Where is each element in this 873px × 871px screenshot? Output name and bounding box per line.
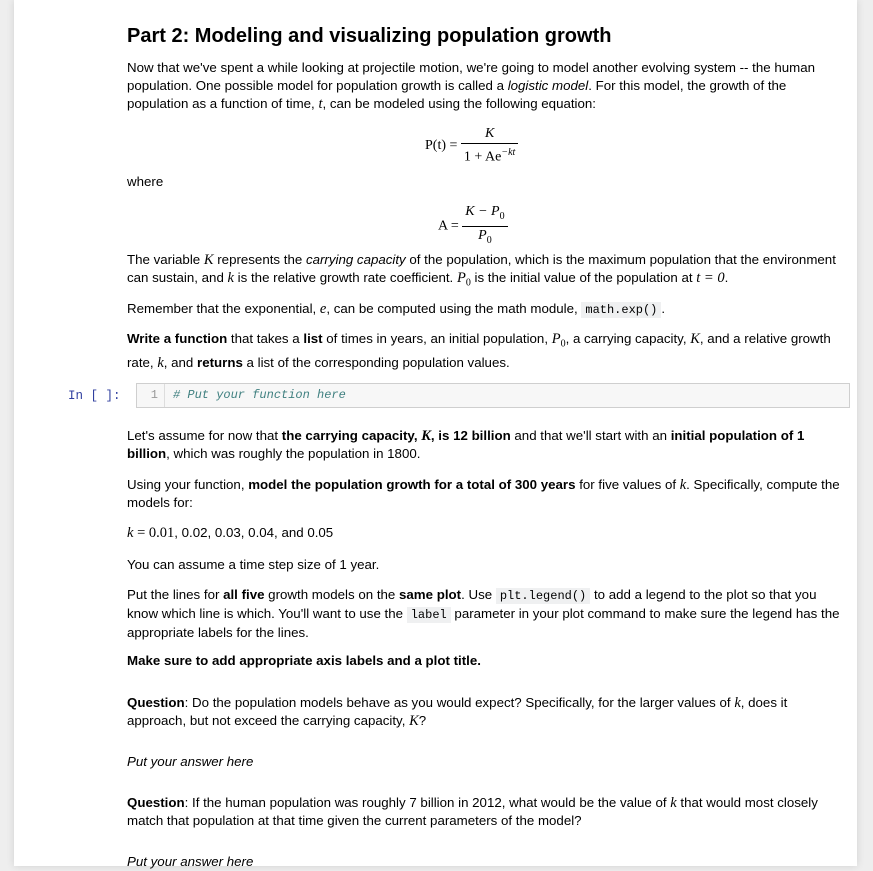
using-paragraph: Using your function, model the population growth for a total of 300 years for five values of k. Specifically, compute the models for: xyxy=(127,477,840,510)
remember-paragraph: Remember that the exponential, e, can be computed using the math module, math.exp() . xyxy=(127,301,666,317)
intro-paragraph: Now that we've spent a while looking at projectile motion, we're going to model another evolving system -- the human population. One possible model for population growth is called a logistic model. For this model, the growth of the population as a function of time, t, can be modeled using the following equation: xyxy=(127,60,816,112)
write-function-paragraph: Write a function that takes a list of times in years, an initial population, $P_0$, a carrying capacity, K, and a relative growth rate, k, and returns a list of the corresponding population values. xyxy=(127,331,831,371)
answer-1[interactable]: Put your answer here xyxy=(127,754,254,769)
question-2: Question: If the human population was roughly 7 billion in 2012, what would be the value of k that would most closely match that population at that time given the current parameters of the model? xyxy=(127,795,818,828)
page-title: Part 2: Modeling and visualizing population growth xyxy=(127,25,612,47)
answer-2[interactable]: Put your answer here xyxy=(127,854,254,869)
put-lines-paragraph: Put the lines for all five growth models on the same plot. Use plt.legend() to add a legend to the plot so that you know which line is which. You'll want to use the label parameter in your plot command to make sure the legend has the appropriate labels for the lines. xyxy=(127,587,840,640)
code-comment[interactable]: # Put your function here xyxy=(173,388,346,402)
a-equation: A = $\frac{K - P_0}{P_0}$ xyxy=(438,203,508,250)
question-1: Question: Do the population models behave as you would expect? Specifically, for the larger values of k, does it approach, but not exceed the carrying capacity, K? xyxy=(127,695,788,729)
notebook-page xyxy=(14,0,857,869)
cell-prompt: In [ ]: xyxy=(68,389,121,403)
variables-paragraph: The variable K represents the carrying capacity of the population, which is the maximum population that the environment can sustain, and k is the relative growth rate coefficient. $P_0$ is the initial value of the population at t = 0. xyxy=(127,252,836,289)
code-cell[interactable] xyxy=(136,383,850,408)
k-values: k = 0.01, 0.02, 0.03, 0.04, and 0.05 xyxy=(127,525,334,541)
assume-paragraph: Let's assume for now that the carrying capacity, K, is 12 billion and that we'll start with an initial population of 1 billion, which was roughly the population in 1800. xyxy=(127,428,805,461)
timestep-text: You can assume a time step size of 1 year. xyxy=(127,557,380,572)
where-text: where xyxy=(127,174,164,189)
make-sure-text: Make sure to add appropriate axis labels and a plot title. xyxy=(127,653,481,668)
logistic-equation: P(t) = $\frac{K}{1 + Ae^{-kt}}$ xyxy=(425,125,518,167)
line-number: 1 xyxy=(137,384,165,407)
